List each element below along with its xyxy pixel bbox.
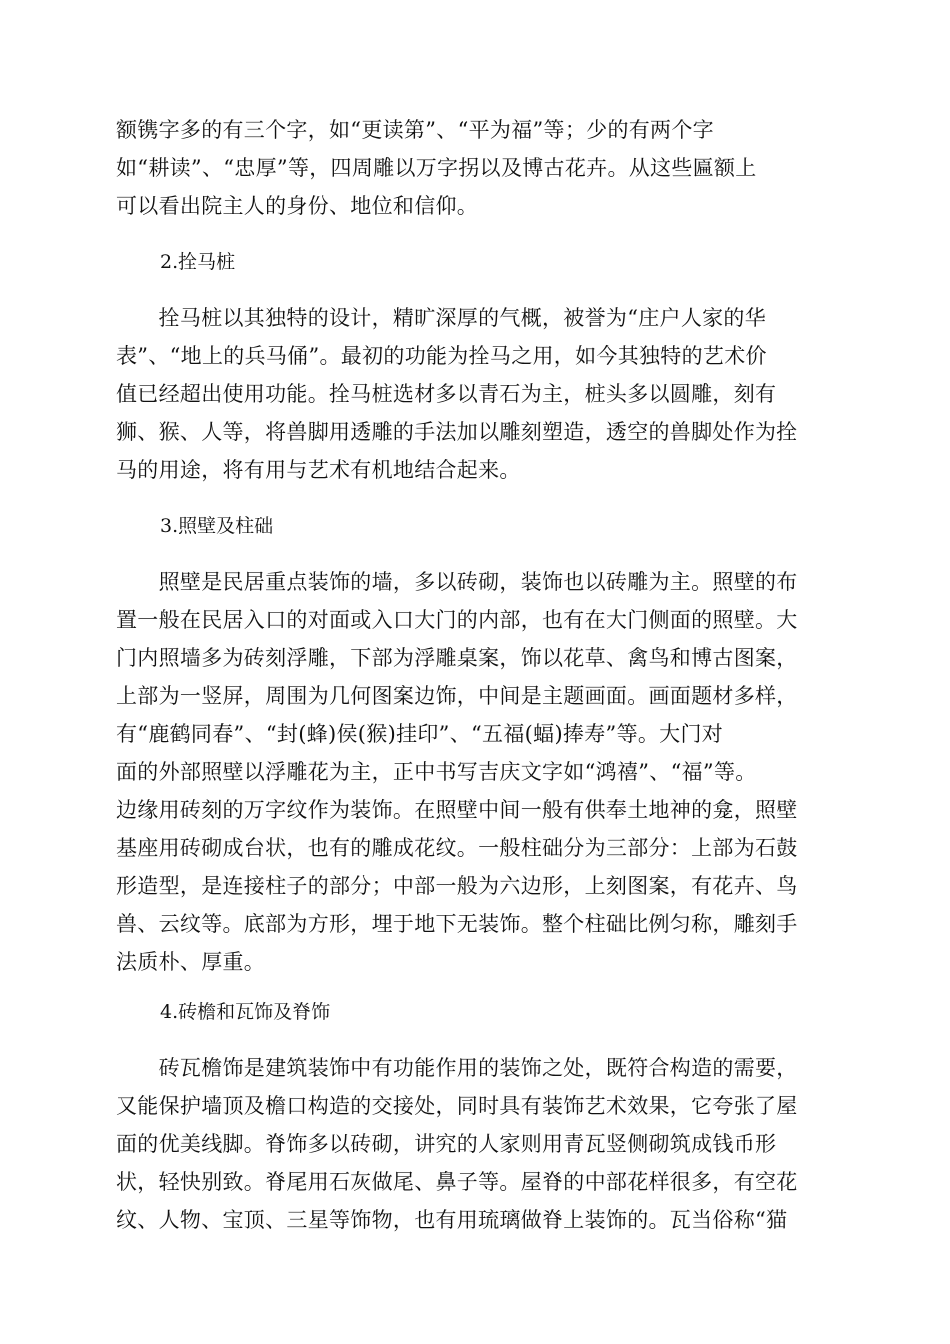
text-line: 狮、猴、人等，将兽脚用透雕的手法加以雕刻塑造，透空的兽脚处作为拴 <box>116 420 798 444</box>
text-line: 如“耕读”、“忠厚”等，四周雕以万字拐以及博古花卉。从这些匾额上 <box>116 156 757 180</box>
text-line: 基座用砖砌成台状，也有的雕成花纹。一般柱础分为三部分：上部为石鼓 <box>116 836 798 860</box>
text-line: 马的用途，将有用与艺术有机地结合起来。 <box>116 458 521 482</box>
text-line: 又能保护墙顶及檐口构造的交接处，同时具有装饰艺术效果，它夸张了屋 <box>116 1094 798 1118</box>
text-line: 纹、人物、宝顶、三星等饰物，也有用琉璃做脊上装饰的。瓦当俗称“猫 <box>116 1208 788 1232</box>
text-line: 拴马桩以其独特的设计，精旷深厚的气概，被誉为“庄户人家的华 <box>116 306 767 330</box>
section-heading: 4.砖檐和瓦饰及脊饰 <box>160 1001 331 1023</box>
text-line: 面的外部照壁以浮雕花为主，正中书写吉庆文字如“鸿禧”、“福”等。 <box>116 760 757 784</box>
section-heading: 3.照壁及柱础 <box>160 515 274 537</box>
text-line: 状，轻快别致。脊尾用石灰做尾、鼻子等。屋脊的中部花样很多，有空花 <box>116 1170 798 1194</box>
text-line: 上部为一竖屏，周围为几何图案边饰，中间是主题画面。画面题材多样， <box>116 684 798 708</box>
section-heading: 2.拴马桩 <box>160 251 236 273</box>
text-line: 法质朴、厚重。 <box>116 950 266 974</box>
text-line: 形造型，是连接柱子的部分；中部一般为六边形，上刻图案，有花卉、鸟 <box>116 874 798 898</box>
text-line: 门内照墙多为砖刻浮雕，下部为浮雕桌案，饰以花草、禽鸟和博古图案， <box>116 646 798 670</box>
text-line: 置一般在民居入口的对面或入口大门的内部，也有在大门侧面的照壁。大 <box>116 608 798 632</box>
text-line: 面的优美线脚。脊饰多以砖砌，讲究的人家则用青瓦竖侧砌筑成钱币形 <box>116 1132 777 1156</box>
text-line: 可以看出院主人的身份、地位和信仰。 <box>116 194 479 218</box>
text-line: 额镌字多的有三个字，如“更读第”、“平为福”等；少的有两个字 <box>116 118 714 142</box>
text-line: 砖瓦檐饰是建筑装饰中有功能作用的装饰之处，既符合构造的需要， <box>116 1056 798 1080</box>
text-line: 边缘用砖刻的万字纹作为装饰。在照壁中间一般有供奉土地神的龛，照壁 <box>116 798 798 822</box>
text-line: 兽、云纹等。底部为方形，埋于地下无装饰。整个柱础比例匀称，雕刻手 <box>116 912 798 936</box>
text-line: 照壁是民居重点装饰的墙，多以砖砌，装饰也以砖雕为主。照壁的布 <box>116 570 798 594</box>
text-line: 值已经超出使用功能。拴马桩选材多以青石为主，桩头多以圆雕，刻有 <box>116 382 777 406</box>
text-line: 表”、“地上的兵马俑”。最初的功能为拴马之用，如今其独特的艺术价 <box>116 344 767 368</box>
text-line: 有“鹿鹤同春”、“封(蜂)侯(猴)挂印”、“五福(蝠)捧寿”等。大门对 <box>116 722 724 746</box>
